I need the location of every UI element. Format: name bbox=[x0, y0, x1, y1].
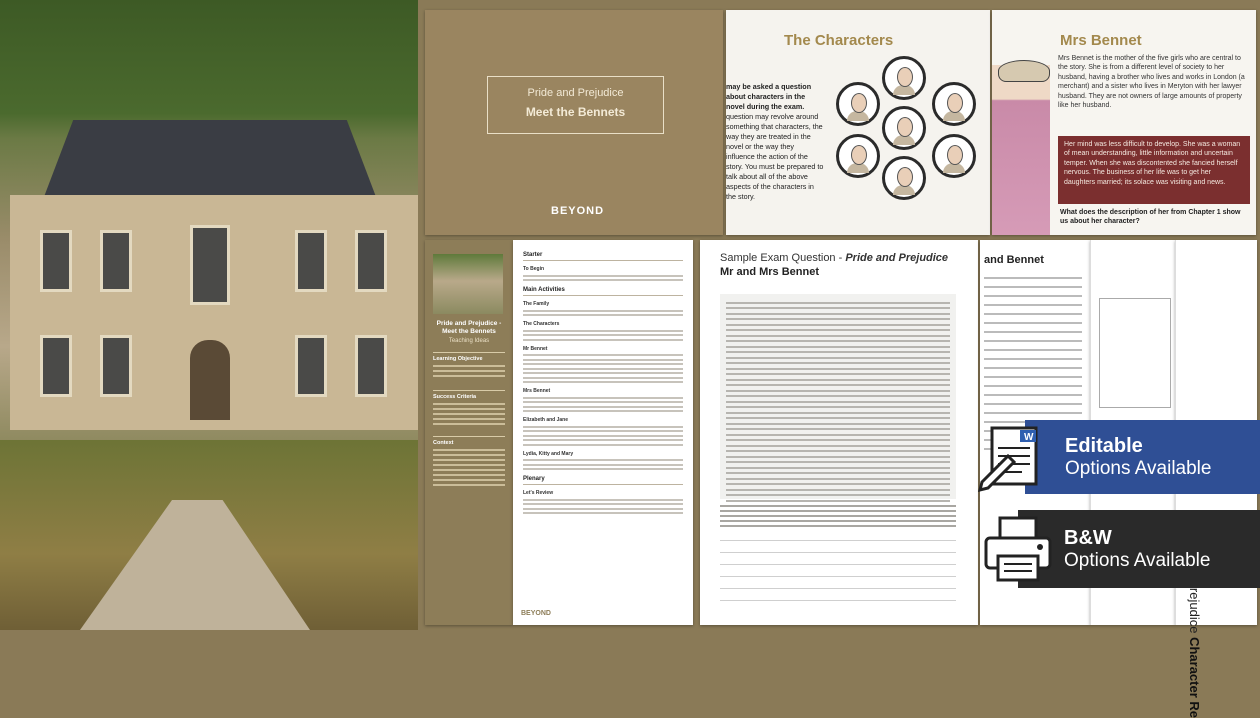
box-heading: Success Criteria bbox=[433, 394, 477, 400]
section-heading: Main Activities bbox=[523, 287, 683, 296]
beyond-logo: BEYOND bbox=[551, 205, 605, 217]
chateau-door bbox=[190, 340, 230, 420]
title-box bbox=[487, 76, 664, 134]
exam-heading-title: Pride and Prejudice bbox=[845, 252, 949, 264]
worksheet-box bbox=[1099, 298, 1171, 408]
bw-sublabel: Options Available bbox=[1064, 550, 1211, 571]
chateau-thumbnail bbox=[433, 254, 503, 314]
chateau-photo bbox=[0, 0, 418, 630]
beyond-logo: BEYOND bbox=[521, 610, 551, 617]
window bbox=[40, 335, 72, 397]
characters-slide bbox=[726, 10, 990, 235]
context-box bbox=[433, 436, 505, 486]
slide-intro: Mrs Bennet is the mother of the five girls who are central to the story. She is from a different level of society to her husband, having a brother who lives and works in London (a merchant) and a sister who lives in Meryton with her lawyer husband. They are not owners of large amounts of property like her husband. bbox=[1058, 55, 1245, 110]
title-line2: Meet the Bennets bbox=[525, 105, 626, 119]
sub-heading: The Family bbox=[523, 301, 550, 307]
box-heading: Learning Objective bbox=[433, 356, 483, 362]
window bbox=[100, 230, 132, 292]
bw-label: B&W bbox=[1064, 527, 1112, 549]
window bbox=[355, 335, 387, 397]
sub-heading: Mrs Bennet bbox=[523, 388, 551, 394]
character-portrait bbox=[882, 106, 926, 150]
slide-body-bold: may be asked a question about characters in the novel during the exam. bbox=[726, 82, 812, 111]
sub-heading: The Characters bbox=[523, 321, 560, 327]
quote-box: Her mind was less difficult to develop. She was a woman of mean understanding, little information and uncertain temper. When she was discontented she fancied herself nervous. The business of her life was to get her daughters married; its solace was visiting and news. bbox=[1058, 136, 1250, 204]
window bbox=[295, 230, 327, 292]
slide-title: The Characters bbox=[784, 32, 894, 49]
character-portrait bbox=[836, 82, 880, 126]
success-criteria-box bbox=[433, 390, 505, 425]
sub-heading: To Begin bbox=[523, 266, 545, 272]
window bbox=[100, 335, 132, 397]
slide-question: What does the description of her from Chapter 1 show us about her character? bbox=[1060, 209, 1241, 225]
extract-passage bbox=[720, 294, 956, 499]
box-heading: Context bbox=[433, 440, 454, 446]
slide-body-text: question may revolve around something that characters, the way they are treated in the novel or the way they influence the action of the story. You must be prepared to talk about all of the above aspects of the characters in the story. bbox=[726, 112, 824, 201]
window bbox=[295, 335, 327, 397]
mrs-bennet-illustration bbox=[992, 65, 1050, 235]
window bbox=[40, 230, 72, 292]
svg-text:W: W bbox=[1024, 432, 1034, 443]
character-portrait bbox=[882, 156, 926, 200]
word-document-icon bbox=[978, 424, 1046, 492]
section-heading: Starter bbox=[523, 252, 683, 261]
section-heading: Plenary bbox=[523, 476, 683, 485]
exam-question bbox=[720, 502, 956, 527]
editable-badge bbox=[1025, 420, 1260, 494]
bw-badge bbox=[1018, 510, 1260, 588]
slide-title: Mrs Bennet bbox=[1060, 32, 1142, 49]
window bbox=[190, 225, 230, 305]
character-portrait bbox=[932, 134, 976, 178]
character-portrait bbox=[836, 134, 880, 178]
character-portrait bbox=[932, 82, 976, 126]
sub-heading: Let's Review bbox=[523, 490, 554, 496]
doc-title: Pride and Prejudice - Meet the Bennets bbox=[436, 320, 502, 335]
exam-heading bbox=[720, 252, 948, 265]
window bbox=[355, 230, 387, 292]
teaching-ideas-sidebar bbox=[425, 240, 513, 625]
learning-objective-box bbox=[433, 352, 505, 377]
sub-heading: Mr Bennet bbox=[523, 345, 548, 352]
doc-subtitle: Teaching Ideas bbox=[448, 338, 490, 344]
worksheet-heading: and Bennet bbox=[984, 254, 1044, 266]
editable-sublabel: Options Available bbox=[1065, 458, 1212, 479]
mrs-bennet-slide bbox=[992, 10, 1256, 235]
exam-heading-sub: Mr and Mrs Bennet bbox=[720, 266, 820, 278]
exam-heading-prefix: Sample Exam Question - bbox=[720, 252, 846, 264]
title-line1: Pride and Prejudice bbox=[527, 87, 624, 99]
printer-icon bbox=[982, 514, 1054, 584]
sub-heading: Lydia, Kitty and Mary bbox=[523, 450, 574, 457]
title-slide bbox=[425, 10, 723, 235]
slide-body bbox=[726, 82, 824, 202]
teaching-ideas-page bbox=[513, 240, 693, 625]
bonnet-illustration bbox=[998, 60, 1050, 82]
vertical-title-bold: Character Re bbox=[1187, 637, 1202, 718]
editable-label: Editable bbox=[1065, 435, 1143, 457]
sub-heading: Elizabeth and Jane bbox=[523, 417, 569, 423]
character-portrait bbox=[882, 56, 926, 100]
chateau-roof bbox=[20, 120, 400, 200]
sample-exam-page bbox=[700, 240, 978, 625]
